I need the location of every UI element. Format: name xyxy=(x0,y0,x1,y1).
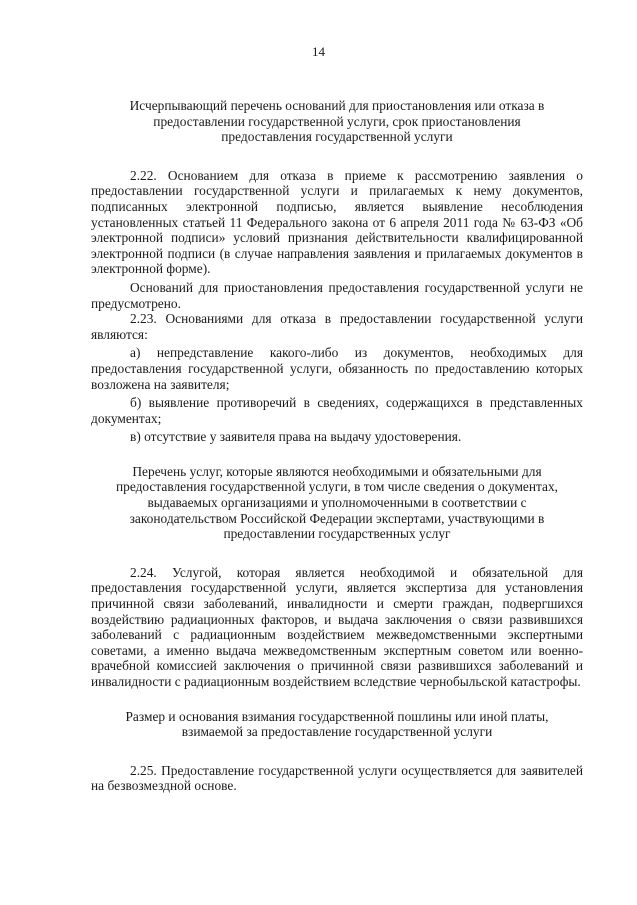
section-heading-state-fee xyxy=(91,709,583,740)
heading-line: предоставлении государственных услуг xyxy=(223,526,451,542)
heading-line: выдаваемых организациями и уполномоченными в соответствии с xyxy=(147,495,527,511)
heading-line: предоставления государственной услуги, в том числе сведения о документах, xyxy=(115,479,559,495)
paragraph-2-22: 2.22. Основанием для отказа в приеме к рассмотрению заявления о предоставлении государственной услуги и прилагаемых к нему документов, подписанных электронной подписью, является выявление несоблюдения установленных статьей 11 Федерального закона от 6 апреля 2011 года № 63-ФЗ «Об электронной подписи» условий признания действительности квалифицированной электронной подписи (в случае направления заявления и прилагаемых документов в электронной форме). xyxy=(91,167,583,277)
paragraph-2-23: 2.23. Основаниями для отказа в предоставлении государственной услуги являются: xyxy=(91,311,583,342)
section-heading-suspension-refusal xyxy=(91,98,583,145)
heading-line: предоставления государственной услуги xyxy=(221,129,453,145)
paragraph-2-23-a: а) непредставление какого-либо из документов, необходимых для предоставления государственной услуги, обязанность по предоставлению которых возложена на заявителя; xyxy=(91,345,583,392)
heading-line: предоставлении государственной услуги, срок приостановления xyxy=(153,113,521,129)
heading-line: Размер и основания взимания государственной пошлины или иной платы, xyxy=(125,708,549,724)
heading-line: законодательством Российской Федерации экспертами, участвующими в xyxy=(129,510,545,526)
document-body xyxy=(91,98,583,794)
paragraph-2-23-c: в) отсутствие у заявителя права на выдачу удостоверения. xyxy=(130,429,462,445)
page-number: 14 xyxy=(312,44,325,59)
heading-line: Перечень услуг, которые являются необходимыми и обязательными для xyxy=(132,463,542,479)
paragraph-2-25: 2.25. Предоставление государственной услуги осуществляется для заявителей на безвозмездной основе. xyxy=(91,762,583,794)
heading-line: взимаемой за предоставление государственной услуги xyxy=(181,724,493,740)
heading-line: Исчерпывающий перечень оснований для приостановления или отказа в xyxy=(129,98,545,113)
paragraph-2-23-b: б) выявление противоречий в сведениях, содержащихся в представленных документах; xyxy=(91,395,583,426)
paragraph-2-24: 2.24. Услугой, которая является необходимой и обязательной для предоставления государственной услуги, является экспертиза для установления причинной связи заболеваний, инвалидности и смерти граждан, подвергшихся воздействию радиационных факторов, и выдача заключения о связи развившихся заболеваний с радиационным воздействием межведомственными экспертными советами, а именно выдача межведомственным экспертным советом или военно-врачебной комиссией заключения о причинной связи развившихся заболеваний и инвалидности с радиационным воздействием вследствие чернобыльской катастрофы. xyxy=(91,564,583,689)
paragraph-no-suspension: Оснований для приостановления предоставления государственной услуги не предусмотрено. xyxy=(91,279,583,311)
section-heading-necessary-services xyxy=(91,464,583,542)
